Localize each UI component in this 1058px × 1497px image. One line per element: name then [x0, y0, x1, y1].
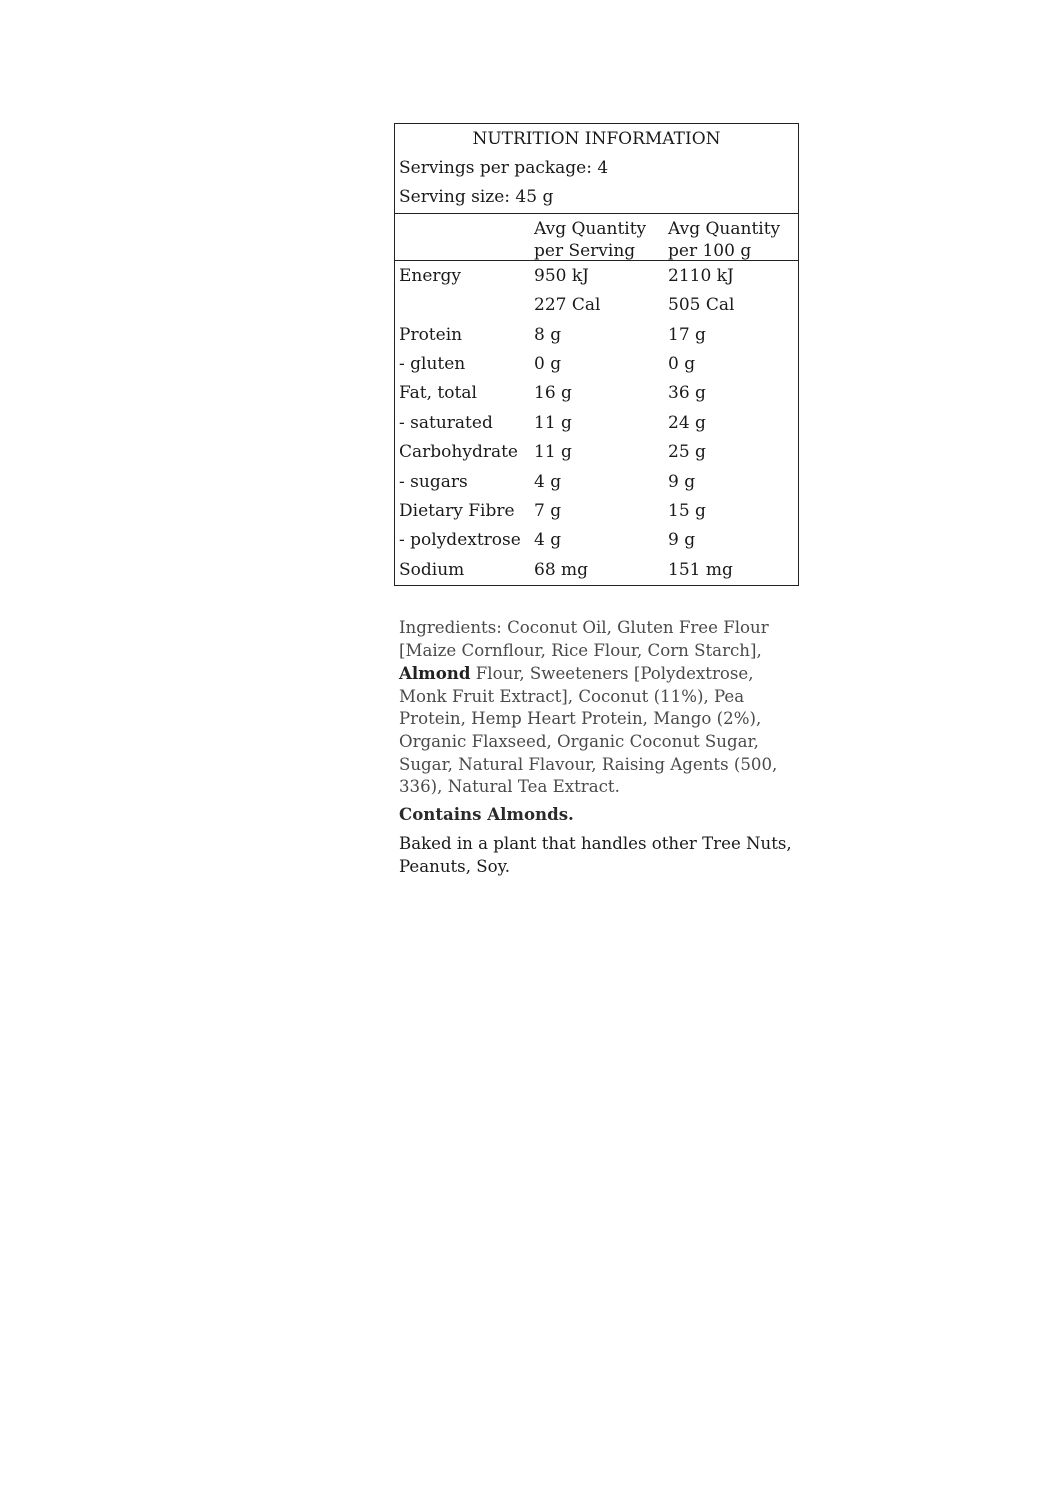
nutrient-label: Protein — [399, 324, 463, 345]
table-row — [395, 468, 798, 497]
per-100g-value: 9 g — [668, 471, 696, 492]
per-100g-value: 17 g — [668, 324, 706, 345]
column-header-per-serving-line1: Avg Quantity — [534, 218, 647, 239]
per-serving-value: 950 kJ — [534, 265, 589, 286]
per-serving-value: 4 g — [534, 471, 562, 492]
table-row — [395, 321, 798, 350]
allergen-statement: Contains Almonds. — [399, 804, 574, 824]
table-row — [395, 497, 798, 526]
per-100g-value: 505 Cal — [668, 295, 735, 316]
servings-per-package: Servings per package: 4 — [399, 158, 609, 178]
table-row — [395, 526, 798, 555]
column-header-per-100g-line2: per 100 g — [668, 241, 752, 262]
column-header-per-serving-line2: per Serving — [534, 241, 636, 262]
nutrition-title: NUTRITION INFORMATION — [472, 129, 721, 149]
per-serving-value: 11 g — [534, 442, 572, 463]
nutrient-label: Energy — [399, 265, 462, 286]
nutrient-label: Fat, total — [399, 383, 477, 404]
per-100g-value: 25 g — [668, 442, 706, 463]
per-100g-value: 36 g — [668, 383, 706, 404]
ingredients-text — [399, 617, 799, 799]
nutrition-panel — [394, 123, 799, 586]
per-serving-value: 68 mg — [534, 559, 589, 580]
column-header-per-100g — [664, 218, 798, 260]
per-serving-value: 7 g — [534, 500, 562, 521]
per-serving-value: 16 g — [534, 383, 572, 404]
per-100g-value: 151 mg — [668, 559, 733, 580]
table-row — [395, 379, 798, 408]
nutrient-rows — [395, 261, 798, 585]
column-header-nutrient — [395, 218, 530, 260]
per-100g-value: 15 g — [668, 500, 706, 521]
table-row — [395, 350, 798, 379]
nutrient-label: Sodium — [399, 559, 465, 580]
per-100g-value: 9 g — [668, 530, 696, 551]
nutrition-header — [395, 124, 798, 214]
table-row — [395, 438, 798, 467]
column-header-per-serving — [530, 218, 664, 260]
per-100g-value: 2110 kJ — [668, 265, 734, 286]
ingredients-bold-allergen: Almond — [399, 663, 471, 684]
nutrient-label: - polydextrose — [399, 530, 521, 551]
table-row — [395, 556, 798, 585]
nutrient-label: - gluten — [399, 353, 466, 374]
per-serving-value: 11 g — [534, 412, 572, 433]
nutrient-label: Dietary Fibre — [399, 500, 515, 521]
nutrient-label — [395, 291, 530, 320]
per-100g-value: 24 g — [668, 412, 706, 433]
per-serving-value: 4 g — [534, 530, 562, 551]
per-serving-value: 0 g — [534, 353, 562, 374]
per-100g-value: 0 g — [668, 353, 696, 374]
ingredients-part1: Ingredients: Coconut Oil, Gluten Free Flour [Maize Cornflour, Rice Flour, Corn Starch], — [399, 618, 769, 660]
nutrient-label: Carbohydrate — [399, 442, 518, 463]
column-headers — [395, 214, 798, 261]
column-header-per-100g-line1: Avg Quantity — [668, 218, 781, 239]
nutrient-label: - saturated — [399, 412, 493, 433]
nutrient-label: - sugars — [399, 471, 468, 492]
table-row — [395, 291, 798, 320]
serving-size: Serving size: 45 g — [399, 187, 554, 208]
per-serving-value: 8 g — [534, 324, 562, 345]
per-serving-value: 227 Cal — [534, 295, 601, 316]
table-row — [395, 409, 798, 438]
ingredients-part2: Flour, Sweeteners [Polydextrose, Monk Fruit Extract], Coconut (11%), Pea Protein, Hemp Heart Protein, Mango (2%), Organic Flaxseed, Organic Coconut Sugar, Sugar, Natural Flavour, Raising Agents (500, 336), Natural Tea Extract. — [399, 664, 778, 797]
table-row — [395, 262, 798, 291]
cross-contact-statement: Baked in a plant that handles other Tree Nuts, Peanuts, Soy. — [399, 834, 792, 876]
